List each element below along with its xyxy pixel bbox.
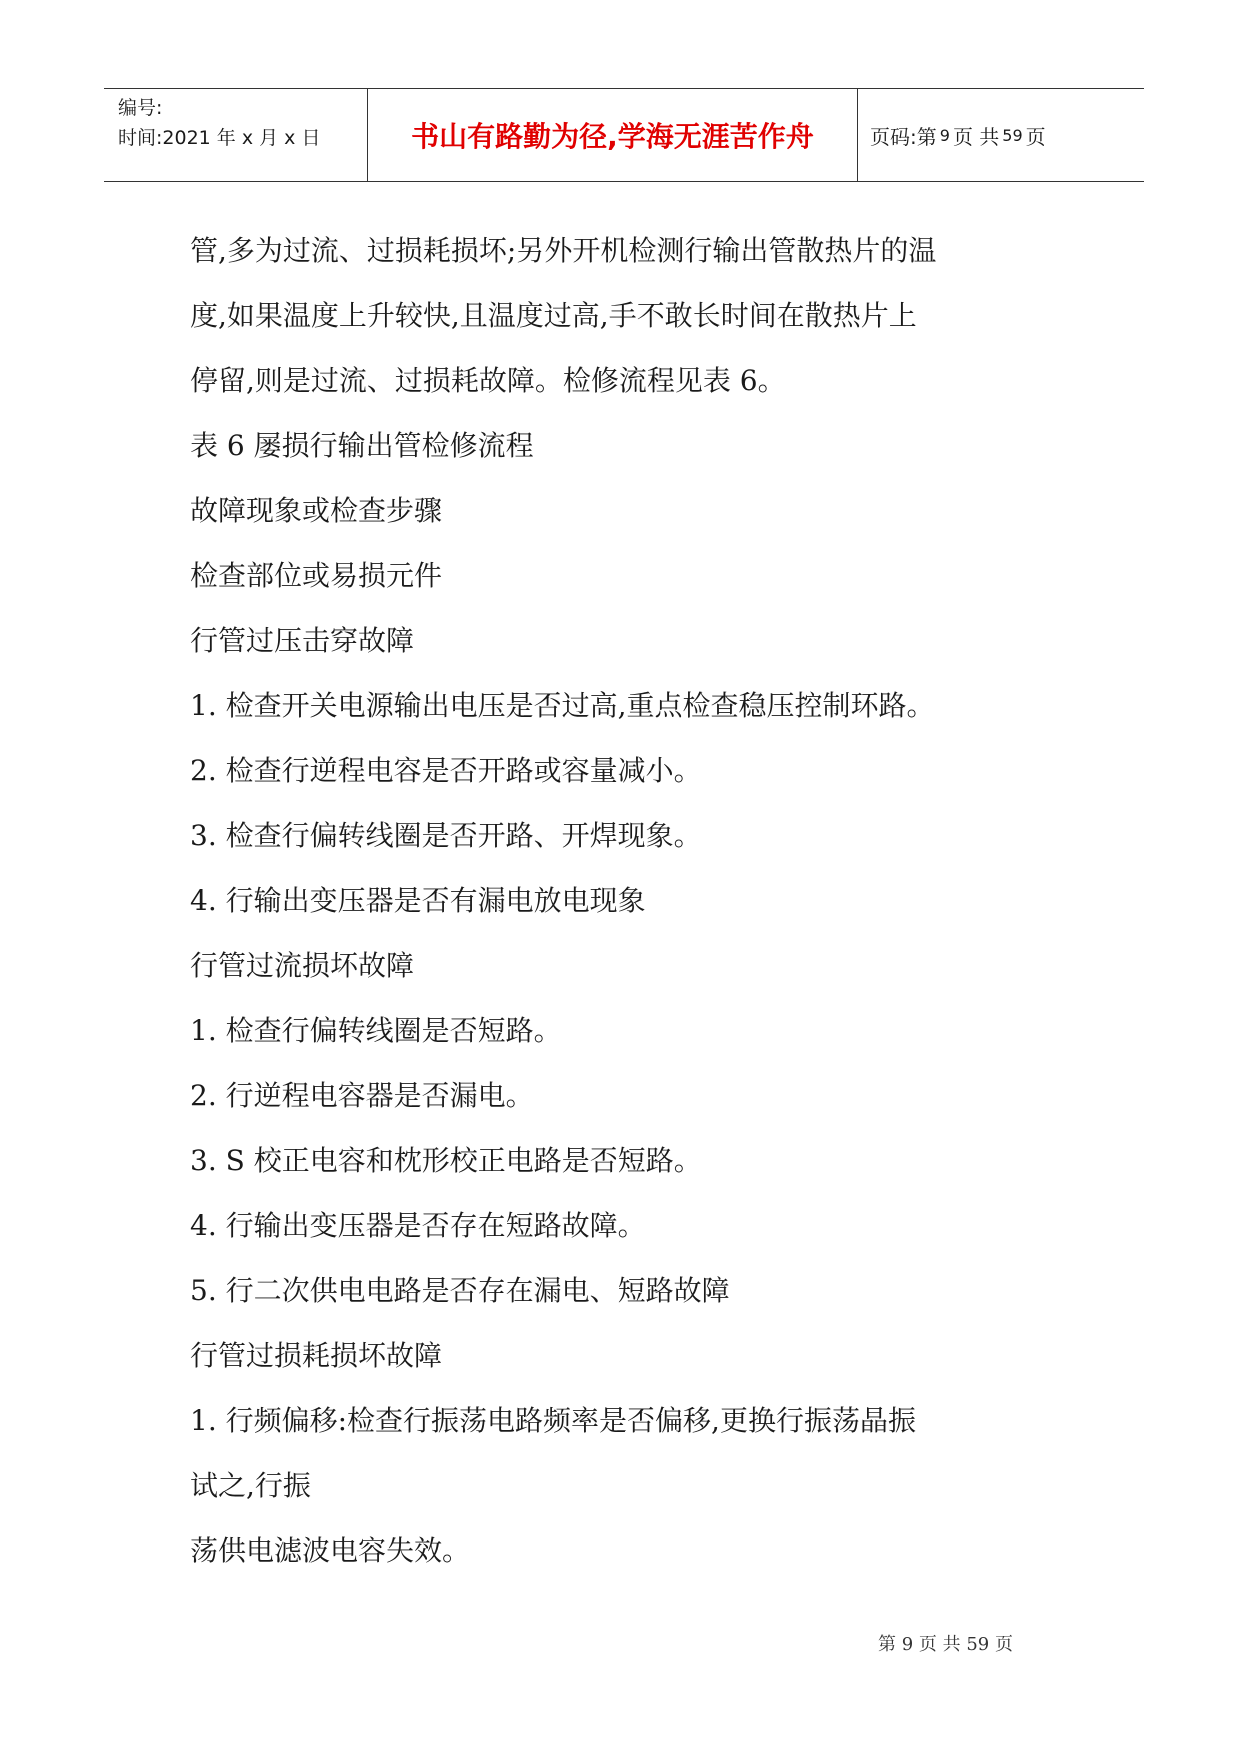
list-item: 3. 检查行偏转线圈是否开路、开焊现象。 xyxy=(190,819,702,852)
body-line: 度,如果温度上升较快,且温度过高,手不敢长时间在散热片上 xyxy=(190,299,917,332)
page-prefix: 页码:第 xyxy=(870,124,937,149)
list-item: 1. 检查行偏转线圈是否短路。 xyxy=(190,1014,562,1047)
list-item: 4. 行输出变压器是否存在短路故障。 xyxy=(190,1209,646,1242)
section-heading: 行管过压击穿故障 xyxy=(190,624,415,657)
body-line: 荡供电滤波电容失效。 xyxy=(190,1534,471,1567)
page-header xyxy=(104,88,1144,182)
serial-label: 编号: xyxy=(118,97,163,119)
section-heading: 行管过流损坏故障 xyxy=(190,949,415,982)
list-item: 2. 检查行逆程电容是否开路或容量减小。 xyxy=(190,754,702,787)
time-label: 时间:2021 年 x 月 x 日 xyxy=(118,127,321,149)
list-item: 2. 行逆程电容器是否漏电。 xyxy=(190,1079,534,1112)
list-item: 1. 检查开关电源输出电压是否过高,重点检查稳压控制环路。 xyxy=(190,689,935,722)
page-total: 59 xyxy=(1002,125,1023,145)
list-item: 4. 行输出变压器是否有漏电放电现象 xyxy=(190,884,646,917)
list-item: 5. 行二次供电电路是否存在漏电、短路故障 xyxy=(190,1274,730,1307)
header-motto: 书山有路勤为径,学海无涯苦作舟 xyxy=(368,89,858,181)
list-item: 3. S 校正电容和枕形校正电路是否短路。 xyxy=(190,1144,702,1177)
page-suffix: 页 xyxy=(1025,124,1046,149)
body-line: 检查部位或易损元件 xyxy=(190,559,443,592)
body-line: 停留,则是过流、过损耗故障。检修流程见表 6。 xyxy=(190,364,786,397)
header-page-number xyxy=(858,89,1144,181)
page-current: 9 xyxy=(939,125,950,145)
page-footer: 第 9 页 共 59 页 xyxy=(878,1634,1013,1655)
document-body xyxy=(190,218,1070,1583)
body-line: 故障现象或检查步骤 xyxy=(190,494,443,527)
header-info xyxy=(104,89,368,181)
list-item: 1. 行频偏移:检查行振荡电路频率是否偏移,更换行振荡晶振 xyxy=(190,1404,916,1437)
section-heading: 行管过损耗损坏故障 xyxy=(190,1339,443,1372)
body-line: 管,多为过流、过损耗损坏;另外开机检测行输出管散热片的温 xyxy=(190,234,937,267)
body-line: 试之,行振 xyxy=(190,1469,311,1502)
table-caption: 表 6 屡损行输出管检修流程 xyxy=(190,429,534,462)
page-mid: 页 共 xyxy=(952,124,1000,149)
